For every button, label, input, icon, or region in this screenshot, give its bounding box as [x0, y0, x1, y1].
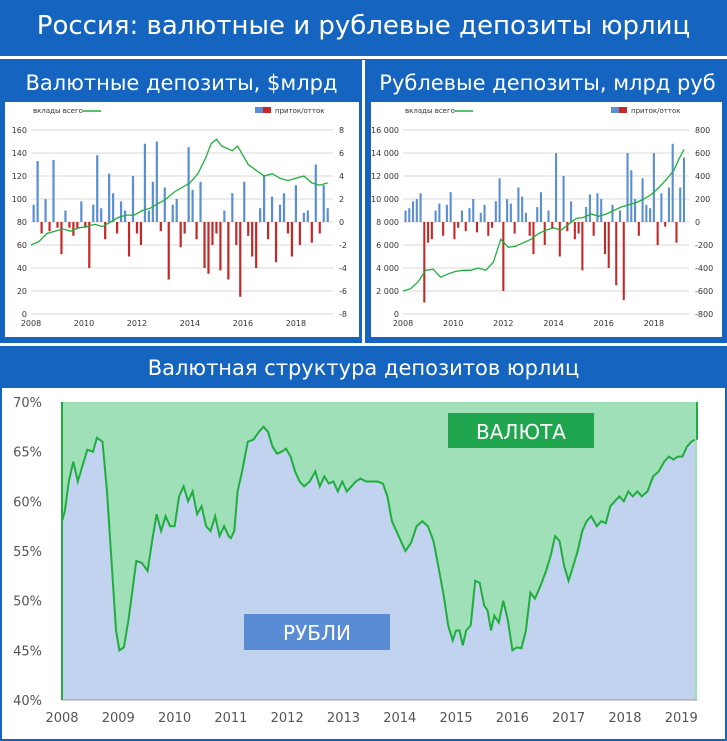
flow-bar — [44, 199, 46, 222]
y-axis-tick-label: 50% — [13, 594, 42, 610]
right-axis-tick-label: 2 — [339, 195, 345, 204]
flow-bar — [420, 193, 422, 222]
flow-bar — [563, 176, 565, 222]
flow-bar — [108, 174, 110, 222]
flow-bar — [327, 208, 329, 222]
flow-bar — [72, 222, 74, 236]
right-axis-tick-label: 200 — [695, 195, 711, 204]
flow-bar — [547, 211, 549, 223]
flow-bar — [585, 207, 587, 222]
fx-deposits-chart — [5, 102, 359, 337]
flow-bar — [416, 199, 418, 222]
left-axis-tick-label: 12 000 — [371, 172, 399, 181]
flow-bar — [465, 222, 467, 231]
flow-bar — [112, 193, 114, 222]
flow-bar — [64, 211, 66, 223]
flow-bar — [544, 222, 546, 245]
flow-bar — [156, 142, 158, 223]
divider-bottom — [0, 343, 727, 346]
x-axis-tick-label: 2014 — [383, 711, 417, 726]
bottom-chart-title: Валютная структура депозитов юрлиц — [147, 356, 580, 380]
flow-bar — [427, 222, 429, 243]
x-axis-tick-label: 2010 — [73, 319, 95, 328]
flow-bar — [287, 222, 289, 234]
flow-bar — [195, 222, 197, 239]
right-axis-tick-label: -600 — [695, 287, 714, 296]
flow-bar — [536, 207, 538, 222]
flow-bar — [315, 165, 317, 223]
legend-line-label: вклады всего — [33, 107, 83, 115]
deposits-total-line — [31, 139, 328, 245]
x-axis-tick-label: 2016 — [495, 711, 529, 726]
flow-bar — [468, 208, 470, 222]
flow-bar — [450, 192, 452, 222]
flow-bar — [279, 205, 281, 222]
left-axis-tick-label: 6 000 — [376, 241, 399, 250]
rub-series-label: РУБЛИ — [283, 621, 351, 645]
flow-bar — [559, 222, 561, 257]
x-axis-tick-label: 2017 — [552, 711, 586, 726]
flow-bar — [52, 160, 54, 222]
legend-bars-label: приток/отток — [275, 107, 325, 115]
y-axis-tick-label: 60% — [13, 495, 42, 511]
flow-bar — [581, 222, 583, 270]
flow-bar — [100, 208, 102, 222]
flow-bar — [140, 222, 142, 245]
flow-bar — [148, 211, 150, 223]
flow-bar — [638, 222, 640, 236]
flow-bar — [442, 222, 444, 236]
y-axis-tick-label: 65% — [13, 445, 42, 461]
right-chart-title: Рублевые депозиты, млрд руб — [379, 71, 716, 95]
left-axis-tick-label: 0 — [393, 310, 399, 319]
flow-bar — [491, 222, 493, 228]
flow-bar — [660, 193, 662, 222]
x-axis-tick-label: 2011 — [214, 711, 248, 726]
flow-bar — [404, 211, 406, 223]
flow-bar — [593, 222, 595, 236]
flow-bar — [521, 197, 523, 222]
flow-bar — [191, 190, 193, 222]
y-axis-tick-label: 70% — [13, 396, 42, 411]
flow-bar — [600, 199, 602, 222]
legend-bars-label: приток/отток — [631, 107, 681, 115]
left-axis-tick-label: 120 — [11, 172, 27, 181]
main-title: Россия: валютные и рублевые депозиты юрлиц — [36, 11, 691, 41]
left-axis-tick-label: 100 — [11, 195, 27, 204]
x-axis-tick-label: 2016 — [593, 319, 614, 328]
right-axis-tick-label: -8 — [339, 310, 347, 319]
flow-bar — [495, 201, 497, 222]
flow-bar — [307, 211, 309, 223]
flow-bar — [243, 182, 245, 222]
left-axis-tick-label: 10 000 — [371, 195, 399, 204]
flow-bar — [423, 222, 425, 303]
y-axis-tick-label: 55% — [13, 545, 42, 560]
flow-bar — [483, 205, 485, 222]
flow-bar — [596, 193, 598, 222]
x-axis-tick-label: 2008 — [392, 319, 414, 328]
flow-bar — [480, 213, 482, 222]
flow-bar — [649, 208, 651, 222]
left-axis-tick-label: 8 000 — [376, 218, 399, 227]
right-axis-tick-label: -200 — [695, 241, 714, 250]
flow-bar — [630, 170, 632, 222]
flow-bar — [299, 222, 301, 245]
flow-bar — [60, 222, 62, 254]
flow-bar — [92, 205, 94, 222]
right-axis-tick-label: 800 — [695, 126, 711, 135]
flow-bar — [323, 185, 325, 222]
flow-bar — [199, 182, 201, 222]
flow-bar — [506, 199, 508, 222]
flow-bar — [457, 222, 459, 228]
x-axis-tick-label: 2008 — [45, 711, 79, 726]
left-axis-tick-label: 60 — [16, 241, 27, 250]
right-axis-tick-label: -2 — [339, 241, 347, 250]
flow-bar — [164, 188, 166, 223]
flow-bar — [251, 222, 253, 257]
flow-bar — [48, 222, 50, 231]
flow-bar — [517, 188, 519, 223]
left-axis-tick-label: 80 — [16, 218, 27, 227]
flow-bar — [540, 192, 542, 222]
flow-bar — [303, 213, 305, 222]
flow-bar — [438, 204, 440, 222]
flow-bar — [510, 204, 512, 222]
flow-bar — [295, 185, 297, 222]
flow-bar — [626, 153, 628, 222]
flow-bar — [555, 153, 557, 222]
flow-bar — [619, 211, 621, 223]
flow-bar — [412, 201, 414, 222]
flow-bar — [604, 222, 606, 254]
x-axis-tick-label: 2015 — [439, 711, 473, 726]
flow-bar — [502, 222, 504, 291]
fx-series-label: ВАЛЮТА — [476, 420, 566, 444]
flow-bar — [176, 199, 178, 222]
flow-bar — [675, 222, 677, 243]
flow-bar — [683, 158, 685, 222]
flow-bar — [499, 178, 501, 222]
left-axis-tick-label: 140 — [11, 149, 27, 158]
flow-bar — [611, 205, 613, 222]
x-axis-tick-label: 2013 — [326, 711, 361, 726]
flow-bar — [56, 222, 58, 228]
right-axis-tick-label: -6 — [339, 287, 347, 296]
flow-bar — [128, 222, 130, 257]
flow-bar — [283, 193, 285, 222]
flow-bar — [219, 222, 221, 270]
x-axis-tick-label: 2019 — [664, 711, 698, 726]
flow-bar — [215, 222, 217, 234]
flow-bar — [453, 222, 455, 239]
flow-bar — [235, 222, 237, 245]
x-axis-tick-label: 2018 — [285, 319, 307, 328]
legend-negative-swatch — [263, 107, 271, 113]
left-axis-tick-label: 2 000 — [376, 287, 399, 296]
legend-positive-swatch — [255, 107, 263, 113]
flow-bar — [267, 222, 269, 239]
left-axis-tick-label: 160 — [11, 126, 27, 135]
x-axis-tick-label: 2012 — [270, 711, 304, 726]
x-axis-tick-label: 2012 — [493, 319, 514, 328]
right-axis-tick-label: 400 — [695, 172, 711, 181]
flow-bar — [608, 222, 610, 268]
flow-bar — [239, 222, 241, 297]
x-axis-tick-label: 2016 — [232, 319, 254, 328]
left-axis-tick-label: 20 — [16, 287, 27, 296]
flow-bar — [431, 222, 433, 239]
flow-bar — [80, 201, 82, 222]
flow-bar — [247, 222, 249, 236]
y-axis-tick-label: 45% — [13, 644, 42, 660]
flow-bar — [88, 222, 90, 268]
flow-bar — [223, 211, 225, 223]
left-axis-tick-label: 14 000 — [371, 149, 399, 158]
flow-bar — [461, 211, 463, 223]
flow-bar — [37, 161, 39, 222]
x-axis-tick-label: 2010 — [158, 711, 192, 726]
x-axis-tick-label: 2009 — [101, 711, 135, 726]
flow-bar — [160, 222, 162, 231]
right-axis-tick-label: 0 — [695, 218, 701, 227]
flow-bar — [615, 222, 617, 285]
flow-bar — [311, 222, 313, 243]
divider-middle — [362, 60, 365, 345]
flow-bar — [168, 222, 170, 280]
legend-line-label: вклады всего — [405, 107, 455, 115]
flow-bar — [623, 222, 625, 300]
flow-bar — [435, 211, 437, 223]
right-axis-tick-label: -800 — [695, 310, 714, 319]
flow-bar — [570, 201, 572, 222]
flow-bar — [184, 222, 186, 234]
flow-bar — [203, 222, 205, 268]
flow-bar — [514, 222, 516, 234]
x-axis-tick-label: 2018 — [608, 711, 642, 726]
flow-bar — [259, 208, 261, 222]
flow-bar — [319, 222, 321, 234]
flow-bar — [679, 188, 681, 223]
flow-bar — [116, 222, 118, 234]
flow-bar — [529, 222, 531, 236]
right-axis-tick-label: 6 — [339, 149, 345, 158]
left-axis-tick-label: 4 000 — [376, 264, 399, 273]
right-axis-tick-label: -400 — [695, 264, 714, 273]
flow-bar — [271, 197, 273, 222]
flow-bar — [645, 205, 647, 222]
flow-bar — [227, 222, 229, 280]
flow-bar — [525, 213, 527, 222]
x-axis-tick-label: 2014 — [179, 319, 201, 328]
flow-bar — [255, 222, 257, 268]
left-axis-tick-label: 0 — [21, 310, 27, 319]
flow-bar — [657, 222, 659, 245]
flow-bar — [291, 222, 293, 257]
flow-bar — [152, 182, 154, 222]
flow-bar — [263, 176, 265, 222]
right-axis-tick-label: 8 — [339, 126, 345, 135]
flow-bar — [207, 222, 209, 274]
legend-negative-swatch — [619, 107, 627, 113]
flow-bar — [96, 155, 98, 222]
currency-structure-chart — [2, 388, 725, 739]
right-axis-tick-label: 0 — [339, 218, 345, 227]
flow-bar — [476, 222, 478, 232]
flow-bar — [180, 222, 182, 247]
flow-bar — [40, 222, 42, 234]
right-axis-tick-label: 600 — [695, 149, 711, 158]
x-axis-tick-label: 2010 — [442, 319, 464, 328]
flow-bar — [668, 188, 670, 223]
left-axis-tick-label: 40 — [16, 264, 27, 273]
flow-bar — [231, 193, 233, 222]
flow-bar — [589, 194, 591, 222]
rub-deposits-chart — [371, 102, 722, 337]
x-axis-tick-label: 2012 — [126, 319, 148, 328]
x-axis-tick-label: 2014 — [543, 319, 564, 328]
flow-bar — [211, 222, 213, 245]
flow-bar — [408, 208, 410, 222]
flow-bar — [136, 222, 138, 234]
y-axis-tick-label: 40% — [13, 694, 42, 709]
flow-bar — [446, 205, 448, 222]
flow-bar — [68, 222, 70, 228]
left-axis-tick-label: 16 000 — [371, 126, 399, 135]
right-axis-tick-label: -4 — [339, 264, 347, 273]
x-axis-tick-label: 2008 — [20, 319, 42, 328]
right-axis-tick-label: 4 — [339, 172, 345, 181]
divider-top — [0, 56, 727, 59]
flow-bar — [120, 201, 122, 222]
flow-bar — [664, 222, 666, 227]
flow-bar — [487, 222, 489, 236]
flow-bar — [578, 222, 580, 234]
flow-bar — [574, 222, 576, 239]
flow-bar — [275, 222, 277, 262]
flow-bar — [672, 144, 674, 222]
flow-bar — [472, 199, 474, 222]
left-chart-title: Валютные депозиты, $млрд — [25, 71, 338, 95]
flow-bar — [653, 153, 655, 222]
x-axis-tick-label: 2018 — [643, 319, 665, 328]
flow-bar — [172, 205, 174, 222]
flow-bar — [33, 205, 35, 222]
legend-positive-swatch — [611, 107, 619, 113]
